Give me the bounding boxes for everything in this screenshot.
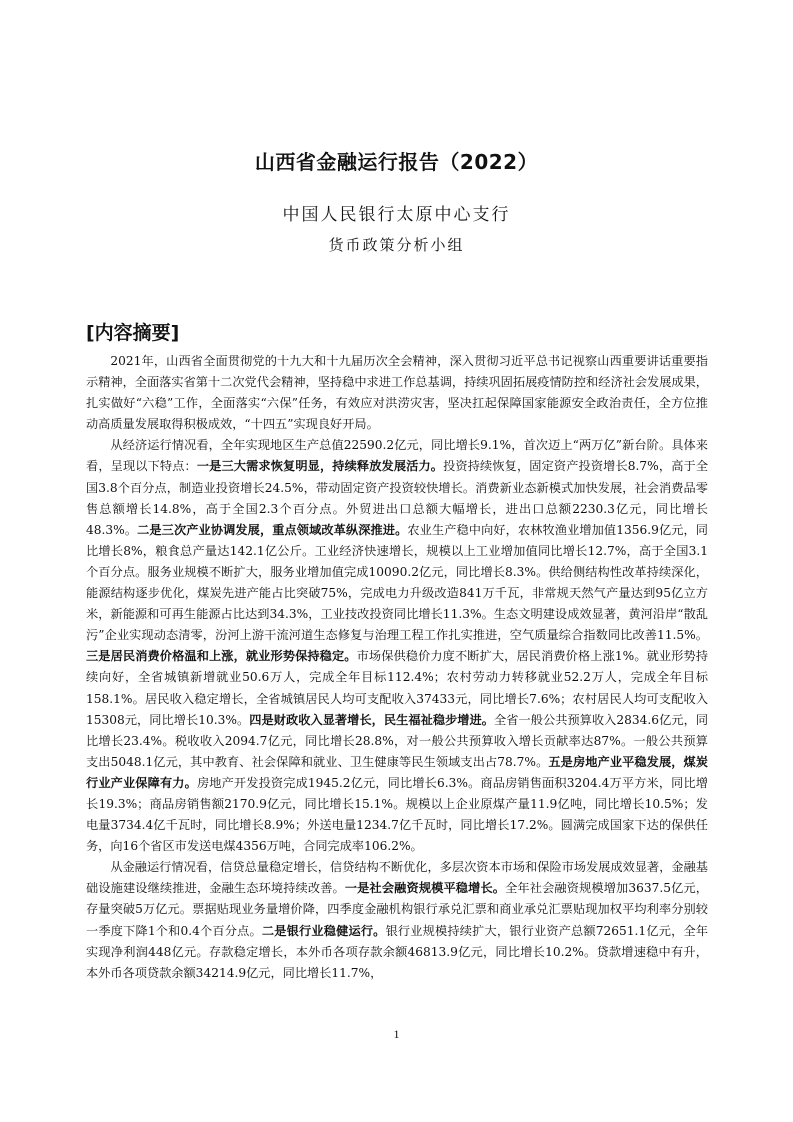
key-point: 四是财政收入显著增长，民生福祉稳步增进。 — [249, 712, 495, 727]
key-point: 一是社会融资规模平稳增长。 — [344, 881, 506, 896]
paragraph-overview: 2021年，山西省全面贯彻党的十九大和十九届历次全会精神，深入贯彻习近平总书记视察山西重要讲话重要指示精神，全面落实省第十二次党代会精神，坚持稳中求进工作总基调，持续巩固拓展疫情防控和经济社会发展成果，扎实做好“六稳”工作，全面落实“六保”任务，有效应对洪涝灾害，坚决扛起保障国家能源安全政治责任，全方位推动高质量发展取得积极成效，“十四五”实现良好开局。 — [86, 354, 708, 432]
paragraph-economy: 从经济运行情况看，全年实现地区生产总值22590.2亿元，同比增长9.1%，首次迈上“两万亿”新台阶。具体来看，呈现以下特点：一是三大需求恢复明显，持续释放发展活力。投资持续恢复，固定资产投资增长8.7%，高于全国3.8个百分点，制造业投资增长24.5%，带动固定资产投资较快增长。消费新业态新模式加快发展，社会消费品零售总额增长14.8%，高于全国2.3个百分点。外贸进出口总额大幅增长，进出口总额2230.3亿元，同比增长48.3%。二是三次产业协调发展，重点领域改革纵深推进。农业生产稳中向好，农林牧渔业增加值1356.9亿元，同比增长8%，粮食总产量达142.1亿公斤。工业经济快速增长，规模以上工业增加值同比增长12.7%，高于全国3.1个百分点。服务业规模不断扩大，服务业增加值完成10090.2亿元，同比增长8.3%。供给侧结构性改革持续深化，能源结构逐步优化，煤炭先进产能占比突破75%，完成电力升级改造841万千瓦，非常规天然气产量达到95亿立方米，新能源和可再生能源占比达到34.3%，工业技改投资同比增长11.3%。生态文明建设成效显著，黄河沿岸“散乱污”企业实现动态清零，汾河上游干流河道生态修复与治理工程工作扎实推进，空气质量综合指数同比改善11.5%。三是居民消费价格温和上涨，就业形势保持稳定。市场保供稳价力度不断扩大，居民消费价格上涨1%。就业形势持续向好，全省城镇新增就业50.6万人，完成全年目标112.4%；农村劳动力转移就业52.2万人，完成全年目标158.1%。居民收入稳定增长，全省城镇居民人均可支配收入37433元，同比增长7.6%；农村居民人均可支配收入15308元，同比增长10.3%。四是财政收入显著增长，民生福祉稳步增进。全省一般公共预算收入2834.6亿元，同比增长23.4%。税收收入2094.7亿元，同比增长28.8%，对一般公共预算收入增长贡献率达87%。一般公共预算支出5048.1亿元，其中教育、社会保障和就业、卫生健康等民生领域支出占78.7%。五是房地产业平稳发展，煤炭行业产业保障有力。房地产开发投资完成1945.2亿元，同比增长6.3%。商品房销售面积3204.4万平方米，同比增长19.3%；商品房销售额2170.9亿元，同比增长15.1%。规模以上企业原煤产量11.9亿吨，同比增长10.5%；发电量3734.4亿千瓦时，同比增长8.9%；外送电量1234.7亿千瓦时，同比增长17.2%。圆满完成国家下达的保供任务，向16个省区市发送电煤4356万吨，合同完成率106.2%。 — [86, 438, 709, 854]
key-point: 五是房地产业平稳发展，煤炭行业产业保障有力。 — [86, 754, 708, 790]
key-point: 一是三大需求恢复明显，持续释放发展活力。 — [196, 459, 444, 474]
section-heading-abstract: [内容摘要] — [86, 322, 180, 344]
author-organization: 中国人民银行太原中心支行 — [282, 205, 511, 225]
key-point: 二是三次产业协调发展，重点领域改革纵深推进。 — [137, 522, 408, 537]
page-number: 1 — [393, 1027, 400, 1041]
report-title: 山西省金融运行报告（2022） — [254, 150, 539, 174]
key-point: 二是银行业稳健运行。 — [261, 923, 386, 938]
author-team: 货币政策分析小组 — [328, 236, 465, 254]
key-point: 三是居民消费价格温和上涨，就业形势保持稳定。 — [86, 649, 357, 664]
abstract-body — [86, 351, 708, 984]
paragraph-finance: 从金融运行情况看，信贷总量稳定增长，信贷结构不断优化，多层次资本市场和保险市场发展成效显著，金融基础设施建设继续推进，金融生态环境持续改善。一是社会融资规模平稳增长。全年社会融资规模增加3637.5亿元，存量突破5万亿元。票据贴现业务量增价降，四季度金融机构银行承兑汇票和商业承兑汇票贴现加权平均利率分别较一季度下降1个和0.4个百分点。二是银行业稳健运行。银行业规模持续扩大，银行业资产总额72651.1亿元，全年实现净利润448亿元。存款稳定增长，本外币各项存款余额46813.9亿元，同比增长10.2%。贷款增速稳中有升，本外币各项贷款余额34214.9亿元，同比增长11.7%， — [86, 860, 709, 980]
